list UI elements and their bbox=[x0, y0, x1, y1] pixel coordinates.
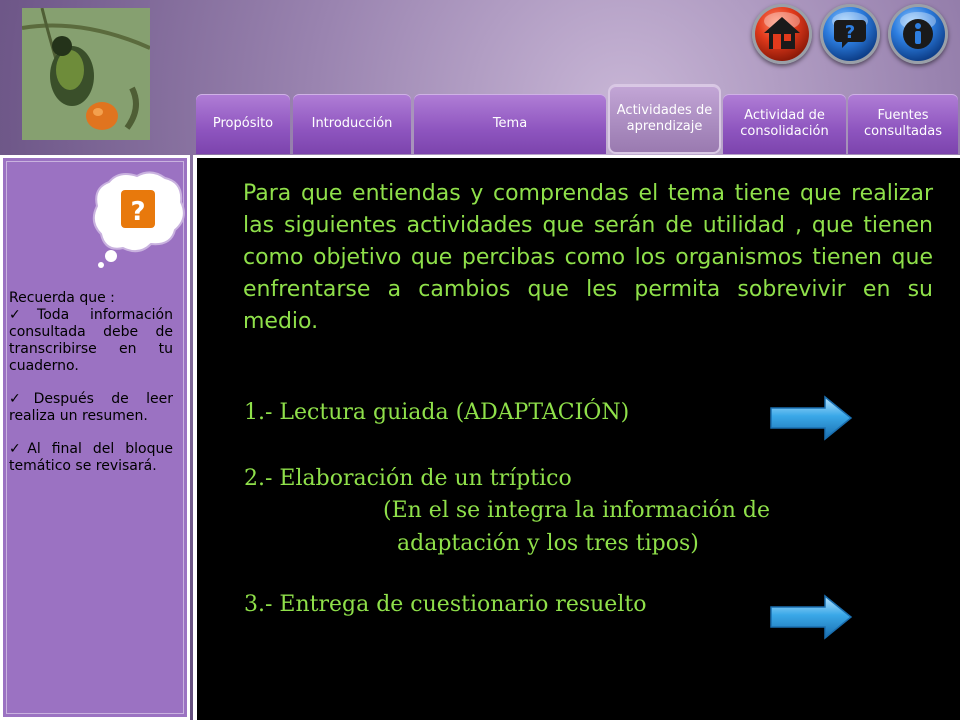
home-button[interactable] bbox=[752, 4, 812, 64]
reminder-title: Recuerda que : bbox=[9, 290, 115, 306]
tab-proposito[interactable]: Propósito bbox=[196, 94, 290, 154]
help-icon bbox=[820, 4, 880, 64]
bird-photo bbox=[22, 8, 150, 140]
tab-tema[interactable]: Tema bbox=[414, 94, 606, 154]
activity-3-arrow-button[interactable] bbox=[769, 594, 853, 640]
right-arrow-icon bbox=[769, 594, 853, 640]
home-icon bbox=[752, 4, 812, 64]
intro-text: Para que entiendas y comprendas el tema tiene que realizar las siguientes actividades que serán de utilidad , que tienen como objetivo que percibas como los organismos tienen que enfrentarse a cambios que les permita sobrevivir en su medio. bbox=[243, 181, 933, 334]
svg-text:?: ? bbox=[844, 22, 856, 43]
reminder-note: ✓Al final del bloque temático se revisará. bbox=[9, 441, 173, 474]
info-button[interactable] bbox=[888, 4, 948, 64]
activity-item-1: 1.- Lectura guiada (ADAPTACIÓN) bbox=[244, 400, 630, 425]
tab-actividad-de-consolidacion[interactable]: Actividad de consolidación bbox=[723, 94, 846, 154]
activity-item-2-detail: (En el se integra la información de bbox=[383, 498, 771, 523]
activity-item-2: 2.- Elaboración de un tríptico bbox=[244, 466, 572, 491]
help-button[interactable] bbox=[820, 4, 880, 64]
main-panel bbox=[193, 155, 960, 720]
reminder-notes bbox=[9, 290, 173, 491]
right-arrow-icon bbox=[769, 395, 853, 441]
sidebar bbox=[0, 155, 190, 720]
activity-item-3: 3.- Entrega de cuestionario resuelto bbox=[244, 592, 647, 617]
info-icon bbox=[888, 4, 948, 64]
thought-bubble-icon bbox=[89, 168, 189, 268]
tab-actividades-de-aprendizaje[interactable]: Actividades de aprendizaje bbox=[608, 84, 721, 154]
bubble-question-mark: ? bbox=[130, 197, 146, 227]
activity-1-arrow-button[interactable] bbox=[769, 395, 853, 441]
reminder-note: ✓Toda información consultada debe de transcribirse en tu cuaderno. bbox=[9, 307, 173, 374]
tab-introduccion[interactable]: Introducción bbox=[293, 94, 411, 154]
activity-item-2-detail: adaptación y los tres tipos) bbox=[397, 531, 699, 556]
reminder-note: ✓Después de leer realiza un resumen. bbox=[9, 391, 173, 424]
tab-fuentes-consultadas[interactable]: Fuentes consultadas bbox=[848, 94, 958, 154]
